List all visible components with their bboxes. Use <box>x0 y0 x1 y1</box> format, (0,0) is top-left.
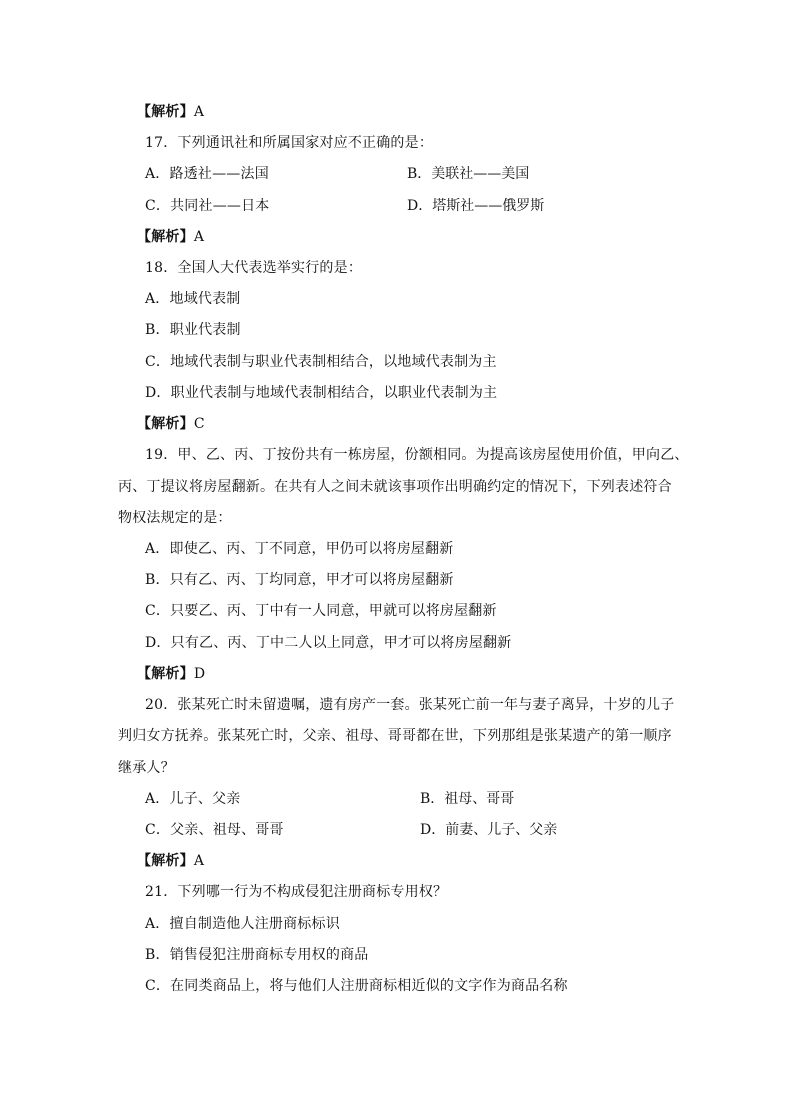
analysis-line: 【解析】D <box>137 666 206 682</box>
question-19-line-2: 丙、丁提议将房屋翻新。在共有人之间未就该事项作出明确约定的情况下，下列表述符合 <box>118 479 672 495</box>
question-19-line-3: 物权法规定的是： <box>118 510 232 526</box>
option-c: C．地域代表制与职业代表制相结合，以地域代表制为主 <box>145 354 497 370</box>
analysis-line: 【解析】C <box>137 416 205 432</box>
option-c: C．父亲、祖母、哥哥 <box>145 822 284 838</box>
question-19-line-1: 19．甲、乙、丙、丁按份共有一栋房屋，份额相同。为提高该房屋使用价值，甲向乙、 <box>145 447 689 463</box>
question-20-line-2: 判归女方抚养。张某死亡时，父亲、祖母、哥哥都在世，下列那组是张某遗产的第一顺序 <box>118 728 672 744</box>
analysis-line: 【解析】A <box>137 853 205 869</box>
question-17: 17．下列通讯社和所属国家对应不正确的是： <box>145 135 434 151</box>
option-a: A．路透社——法国 <box>145 166 269 182</box>
option-a: A．擅自制造他人注册商标标识 <box>145 916 340 932</box>
option-c: C．只要乙、丙、丁中有一人同意，甲就可以将房屋翻新 <box>145 603 497 619</box>
analysis-line: 【解析】A <box>137 104 205 120</box>
option-a: A．即使乙、丙、丁不同意，甲仍可以将房屋翻新 <box>145 541 454 557</box>
option-a: A．地域代表制 <box>145 291 241 307</box>
option-b: B．职业代表制 <box>145 322 241 338</box>
option-c: C．共同社——日本 <box>145 198 270 214</box>
question-18: 18．全国人大代表选举实行的是： <box>145 260 363 276</box>
option-b: B．只有乙、丙、丁均同意，甲才可以将房屋翻新 <box>145 572 454 588</box>
option-b: B．销售侵犯注册商标专用权的商品 <box>145 947 369 963</box>
option-a: A．儿子、父亲 <box>145 791 241 807</box>
option-d: D．前妻、儿子、父亲 <box>420 822 558 838</box>
question-21: 21．下列哪一行为不构成侵犯注册商标专用权？ <box>145 884 448 900</box>
question-20-line-3: 继承人？ <box>118 760 175 776</box>
analysis-line: 【解析】A <box>137 229 205 245</box>
option-d: D．职业代表制与地域代表制相结合，以职业代表制为主 <box>145 385 498 401</box>
question-20-line-1: 20．张某死亡时未留遗嘱，遗有房产一套。张某死亡前一年与妻子离异，十岁的儿子 <box>145 697 675 713</box>
option-d: D．只有乙、丙、丁中二人以上同意，甲才可以将房屋翻新 <box>145 635 512 651</box>
option-d: D．塔斯社——俄罗斯 <box>407 198 545 214</box>
option-b: B．美联社——美国 <box>407 166 530 182</box>
option-b: B．祖母、哥哥 <box>420 791 515 807</box>
option-c: C．在同类商品上，将与他们人注册商标相近似的文字作为商品名称 <box>145 978 568 994</box>
